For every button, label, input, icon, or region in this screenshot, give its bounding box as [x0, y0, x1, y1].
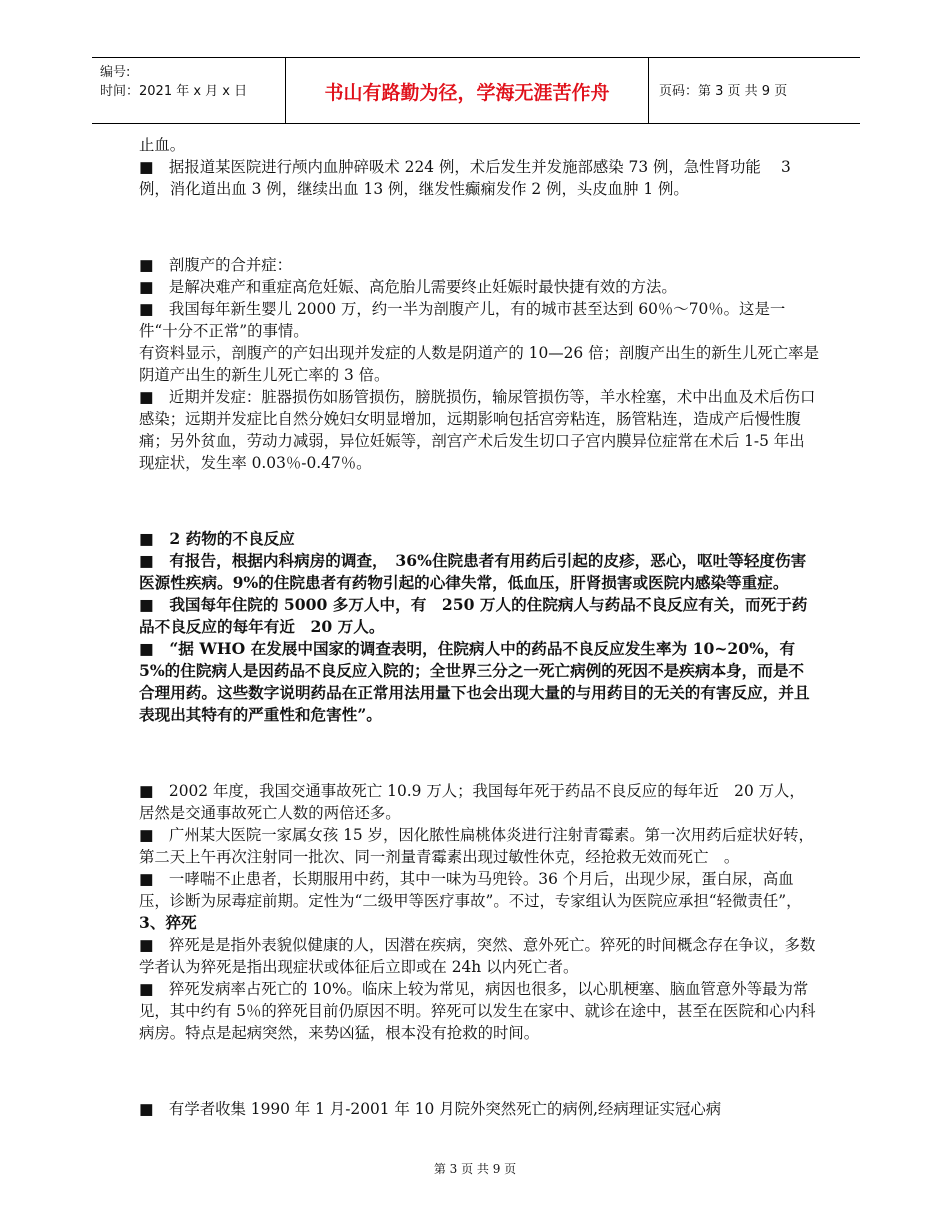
- body-paragraph: ■ 猝死是是指外表貌似健康的人，因潜在疾病，突然、意外死亡。猝死的时间概念存在争议，多数学者认为猝死是指出现症状或体征后立即或在 24h 以内死亡者。: [139, 936, 816, 976]
- header-motto-cell: [286, 58, 649, 123]
- body-paragraph: ■ 2 药物的不良反应: [139, 529, 295, 548]
- body-paragraph: 3、猝死: [139, 913, 197, 932]
- body-paragraph: ■ 广州某大医院一家属女孩 15 岁，因化脓性扁桃体炎进行注射青霉素。第一次用药后症状好转，第二天上午再次注射同一批次、同一剂量青霉素出现过敏性休克，经抢救无效而死亡 。: [139, 826, 814, 866]
- document-number-label: 编号:: [100, 65, 131, 80]
- page-header: [92, 57, 860, 124]
- body-paragraph: ■ 据报道某医院进行颅内血肿碎吸术 224 例，术后发生并发施部感染 73 例，急性肾功能 3 例，消化道出血 3 例，继续出血 13 例，继发性癫痫发作 2 例，头皮血肿 1 例。: [139, 158, 796, 198]
- body-paragraph: ■ 2002 年度，我国交通事故死亡 10.9 万人；我国每年死于药品不良反应的每年近 20 万人，居然是交通事故死亡人数的两倍还多。: [139, 782, 805, 822]
- paragraph-spacer: [139, 216, 819, 238]
- document-time-label: 时间：2021 年 x 月 x 日: [100, 84, 248, 99]
- header-page-number: 页码：第 3 页 共 9 页: [659, 84, 788, 99]
- body-paragraph: 有资料显示，剖腹产的产妇出现并发症的人数是阴道产的 10—26 倍；剖腹产出生的新生儿死亡率是阴道产出生的新生儿死亡率的 3 倍。: [139, 344, 819, 384]
- body-paragraph: ■ 我国每年新生婴儿 2000 万，约一半为剖腹产儿，有的城市甚至达到 60％～70％。这是一件“十分不正常”的事情。: [139, 300, 786, 340]
- header-motto: 书山有路勤为径，学海无涯苦作舟: [324, 82, 610, 104]
- body-paragraph: ■ 我国每年住院的 5000 多万人中，有 250 万人的住院病人与药品不良反应有关，而死于药品不良反应的每年有近 20 万人。: [139, 595, 808, 636]
- header-page-cell: [649, 58, 860, 123]
- paragraph-spacer: [139, 742, 819, 764]
- body-paragraph: ■ 是解决难产和重症高危妊娠、高危胎儿需要终止妊娠时最快捷有效的方法。: [139, 278, 677, 296]
- body-paragraph: ■ 猝死发病率占死亡的 10%。临床上较为常见，病因也很多，以心肌梗塞、脑血管意外等最为常见，其中约有 5％的猝死目前仍原因不明。猝死可以发生在家中、就诊在途中，甚至在医院和心内科病房。特点是起病突然，来势凶猛，根本没有抢救的时间。: [139, 980, 816, 1042]
- header-info-cell: [92, 58, 286, 123]
- body-paragraph: ■ 剖腹产的合并症：: [139, 256, 293, 274]
- body-paragraph: ■ 一哮喘不止患者，长期服用中药，其中一味为马兜铃。36 个月后，出现少尿，蛋白尿，高血压，诊断为尿毒症前期。定性为“二级甲等医疗事故”。不过，专家组认为医院应承担“轻微责任”，: [139, 870, 802, 910]
- body-paragraph: ■ 近期并发症：脏器损伤如肠管损伤，膀胱损伤，输尿管损伤等，羊水栓塞，术中出血及术后伤口感染；远期并发症比自然分娩妇女明显增加，远期影响包括宫旁粘连，肠管粘连，造成产后慢性腹痛；另外贫血，劳动力减弱，异位妊娠等，剖宫产术后发生切口子宫内膜异位症常在术后 1-5 年出现症状，发生率 0.03％-0.47％。: [139, 388, 816, 472]
- body-paragraph: ■ 有学者收集 1990 年 1 月-2001 年 10 月院外突然死亡的病例,经病理证实冠心病: [139, 1100, 722, 1118]
- body-paragraph: ■ 有报告，根据内科病房的调查， 36%住院患者有用药后引起的皮疹，恶心，呕吐等轻度伤害医源性疾病。9%的住院患者有药物引起的心律失常，低血压，肝肾损害或医院内感染等重症。: [139, 551, 807, 592]
- document-body: [139, 134, 819, 1120]
- body-paragraph: 止血。: [139, 136, 186, 154]
- paragraph-spacer: [139, 490, 819, 512]
- page-footer: 第 3 页 共 9 页: [433, 1162, 517, 1176]
- paragraph-spacer: [139, 1060, 819, 1082]
- body-paragraph: ■ “据 WHO 在发展中国家的调查表明，住院病人中的药品不良反应发生率为 10~20%，有 5%的住院病人是因药品不良反应入院的；全世界三分之一死亡病例的死因不是疾病本身，而是不合理用药。这些数字说明药品在正常用法用量下也会出现大量的与用药目的无关的有害反应，并且表现出其特有的严重性和危害性”。: [139, 639, 810, 724]
